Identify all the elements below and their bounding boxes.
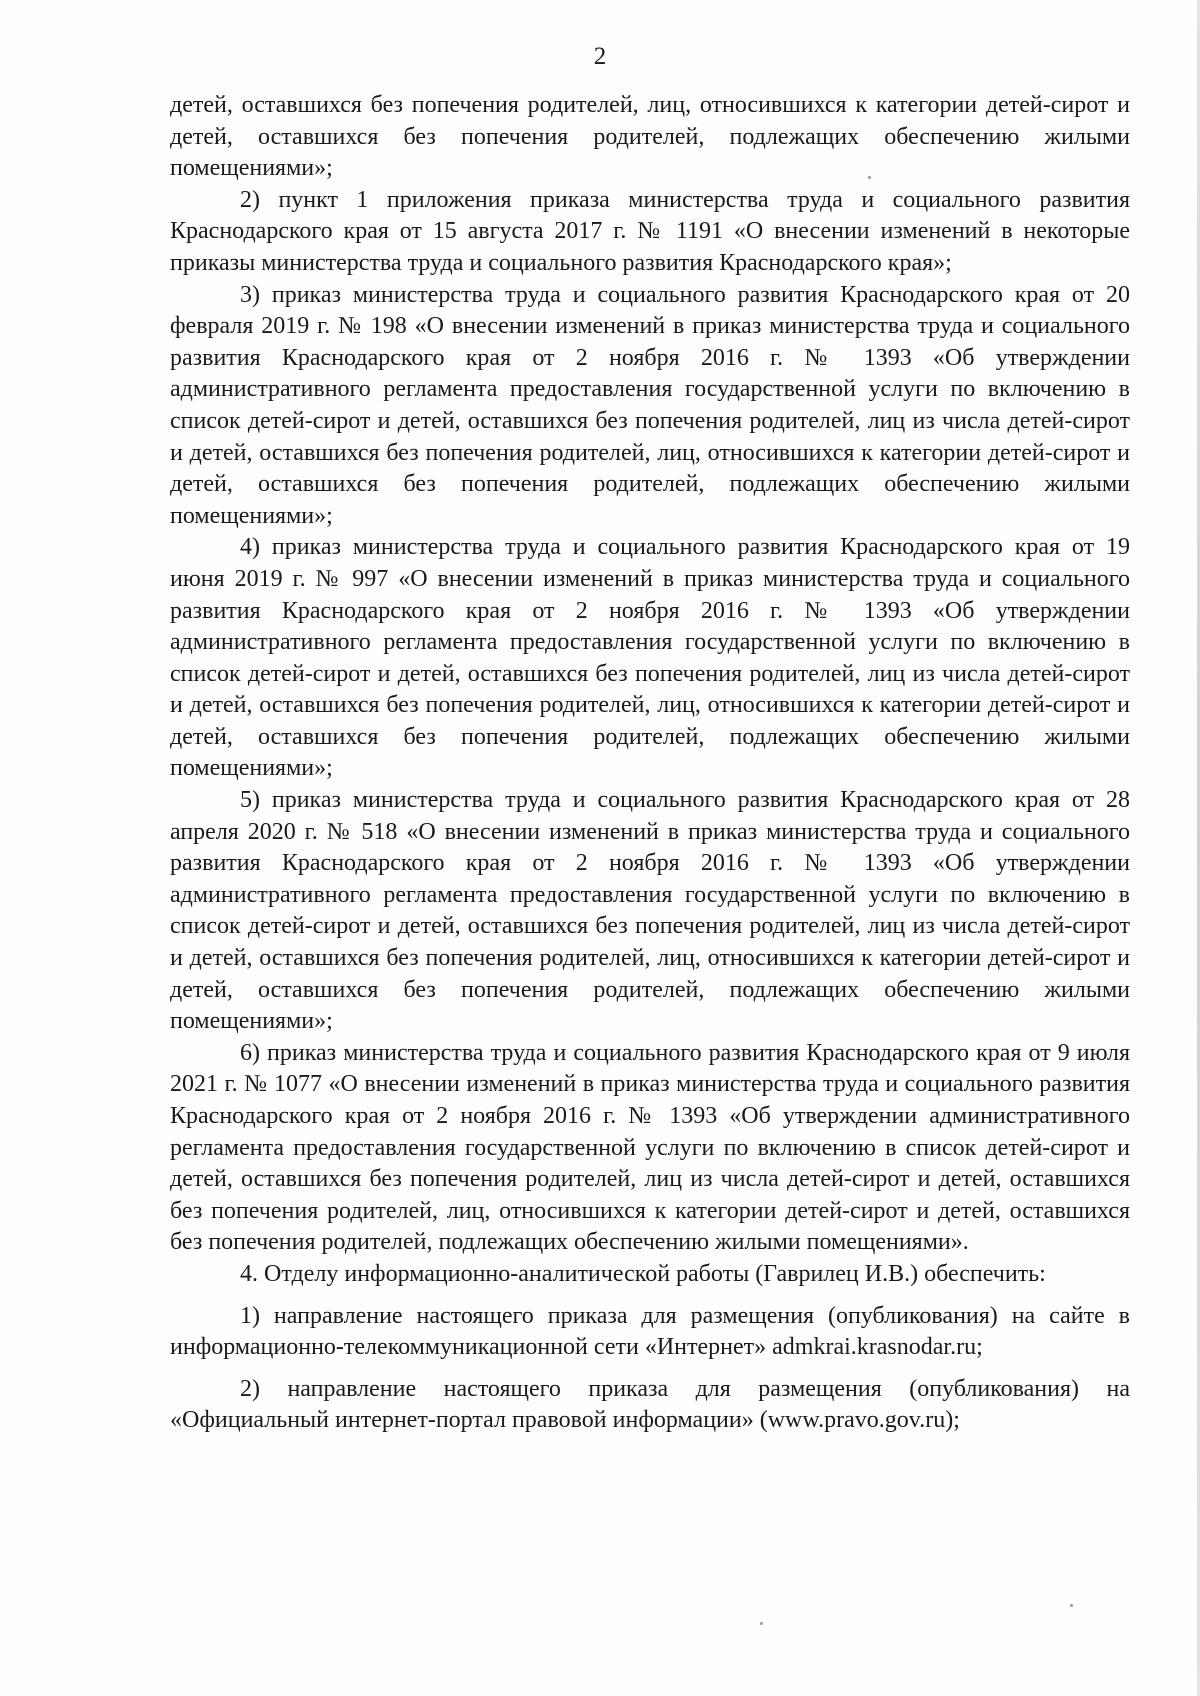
paragraph-item-5: 5) приказ министерства труда и социального развития Краснодарского края от 28 апреля 2020 г. № 518 «О внесении изменений в приказ министерства труда и социального развития Краснодарского края от 2 ноября 2016 г. № 1393 «Об утверждении административного регламента предоставления государственной услуги по включению в список детей-сирот и детей, оставшихся без попечения родителей, лиц из числа детей-сирот и детей, оставшихся без попечения родителей, лиц, относившихся к категории детей-сирот и детей, оставшихся без попечения родителей, подлежащих обеспечению жилыми помещениями»; [170, 787, 1130, 1035]
scan-speck [868, 176, 871, 179]
paragraph-section-4: 4. Отделу информационно-аналитической работы (Гаврилец И.В.) обеспечить: [240, 1260, 1046, 1287]
paragraph-item-3: 3) приказ министерства труда и социального развития Краснодарского края от 20 февраля 2019 г. № 198 «О внесении изменений в приказ министерства труда и социального развития Краснодарского края от 2 ноября 2016 г. № 1393 «Об утверждении административного регламента предоставления государственной услуги по включению в список детей-сирот и детей, оставшихся без попечения родителей, лиц из числа детей-сирот и детей, оставшихся без попечения родителей, лиц, относившихся к категории детей-сирот и детей, оставшихся без попечения родителей, подлежащих обеспечению жилыми помещениями»; [170, 281, 1130, 529]
paragraph-item-4: 4) приказ министерства труда и социального развития Краснодарского края от 19 июня 2019 г. № 997 «О внесении изменений в приказ министерства труда и социального развития Краснодарского края от 2 ноября 2016 г. № 1393 «Об утверждении административного регламента предоставления государственной услуги по включению в список детей-сирот и детей, оставшихся без попечения родителей, лиц из числа детей-сирот и детей, оставшихся без попечения родителей, лиц, относившихся к категории детей-сирот и детей, оставшихся без попечения родителей, подлежащих обеспечению жилыми помещениями»; [170, 534, 1130, 782]
document-body [170, 90, 1130, 1437]
scan-speck [1070, 1604, 1073, 1607]
scan-speck [760, 1622, 763, 1625]
paragraph-item-6: 6) приказ министерства труда и социального развития Краснодарского края от 9 июля 2021 г. № 1077 «О внесении изменений в приказ министерства труда и социального развития Краснодарского края от 2 ноября 2016 г. № 1393 «Об утверждении административного регламента предоставления государственной услуги по включению в список детей-сирот и детей, оставшихся без попечения родителей, лиц из числа детей-сирот и детей, оставшихся без попечения родителей, лиц, относившихся к категории детей-сирот и детей, оставшихся без попечения родителей, подлежащих обеспечению жилыми помещениями». [170, 1039, 1130, 1256]
paragraph-item-2: 2) пункт 1 приложения приказа министерства труда и социального развития Краснодарского края от 15 августа 2017 г. № 1191 «О внесении изменений в некоторые приказы министерства труда и социального развития Краснодарского края»; [170, 186, 1130, 276]
paragraph-section-4-item-2: 2) направление настоящего приказа для размещения (опубликования) на «Официальный интернет-портал правовой информации» (www.pravo.gov.ru); [170, 1375, 1130, 1434]
paragraph-continuation: детей, оставшихся без попечения родителей, лиц, относившихся к категории детей-сирот и детей, оставшихся без попечения родителей, подлежащих обеспечению жилыми помещениями»; [170, 92, 1130, 182]
page-number: 2 [593, 43, 607, 70]
paragraph-section-4-item-1: 1) направление настоящего приказа для размещения (опубликования) на сайте в информационно-телекоммуникационной сети «Интернет» admkrai.krasnodar.ru; [170, 1302, 1130, 1361]
